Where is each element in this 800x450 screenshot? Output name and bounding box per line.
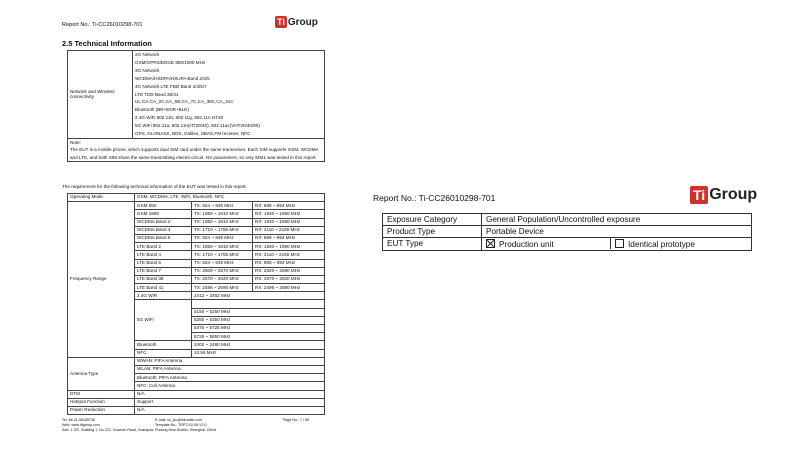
network-label: Network and Wireless connectivity: [68, 51, 133, 139]
band-tx: TX: 1710 ~ 1755 MHz: [192, 251, 253, 259]
operating-mode-label: Operating Mode: [68, 194, 135, 202]
section-title: 2.5 Technical Information: [62, 39, 152, 48]
report-number: Report No.: Ti-CC26010298-701: [373, 193, 496, 203]
band-rx: RX: 869 ~ 894 MHz: [253, 259, 325, 267]
hotspot-value: Support: [135, 398, 325, 406]
network-values: [133, 51, 325, 139]
network-line: GSM/GPRS/EDGE 850/1900 MHz: [135, 59, 206, 65]
nfc-label: NFC: [135, 349, 192, 357]
network-line: GPS, GLONASS, BDS, Galileo, SBAS,FM receiver, NFC: [135, 131, 251, 137]
network-line: 5G WiFi 802.11a, 802.11n(HT20/40), 802.11ac(VHT20/40/80): [135, 123, 260, 129]
wifi24-value: 2412 ~ 2462 MHz: [192, 292, 325, 300]
logo-ti: Ti: [690, 186, 708, 204]
antenna-value: Bluetooth: PIFA Antenna: [135, 374, 325, 382]
footer-template: Template No.: TRPT-E0-06 V2.0: [155, 423, 207, 427]
logo-ti: Ti: [277, 17, 285, 27]
exposure-category-value: General Population/Uncontrolled exposure: [482, 214, 752, 226]
tigroup-logo: [690, 186, 757, 204]
footer-web: Web: www.tltgroup.com: [62, 423, 100, 427]
band-name: GSM 850: [135, 202, 192, 210]
operating-mode-value: GSM, WCDMA, LTE, WiFi, Bluetooth, NFC: [135, 194, 325, 202]
band-rx: RX: 2110 ~ 2155 MHz: [253, 251, 325, 259]
power-label: Power Reduction: [68, 406, 135, 414]
logo-group: Group: [287, 16, 318, 28]
logo-group: Group: [709, 186, 758, 203]
antenna-value: WLAN: PIFA Antenna: [135, 365, 325, 373]
exposure-category-label: Exposure Category: [383, 214, 482, 226]
report-page-left: [55, 18, 327, 442]
band-rx: RX: 1930 ~ 1990 MHz: [253, 210, 325, 218]
wifi5-label: 5G WiFi: [135, 300, 192, 341]
band-rx: RX: 2496 ~ 2690 MHz: [253, 284, 325, 292]
band-name: LTE Band 7: [135, 267, 192, 275]
footer-addr: Add: 1-3/F., Building 1, No.222, Xuanran Road, Xuanqiao, Pudong New District, Shanghai, China: [62, 428, 217, 432]
band-name: LTE Band 2: [135, 243, 192, 251]
network-line: 2G Network: [135, 52, 160, 57]
bt-label: Bluetooth: [135, 341, 192, 349]
eut-divider: [610, 238, 611, 249]
antenna-label: Antenna Type: [68, 357, 135, 390]
band-tx: TX: 824 ~ 849 MHz: [192, 202, 253, 210]
checked-box-icon: [486, 239, 495, 248]
network-line: 2.4G WiFi 802.11b, 802.11g, 802.11n HT20: [135, 115, 224, 121]
network-line: UL CA:CA_2C,CA_5B,CA_7C,CA_38C,CA_41C: [135, 99, 234, 105]
antenna-value: WWAN: PIFA Antenna: [135, 357, 325, 365]
requirement-text: The requirement for the following technical information of the EUT was tested in this report:: [62, 184, 247, 189]
technical-info-table: [67, 50, 325, 162]
wifi5-value: 5470 ~ 5725 MHz: [192, 325, 325, 333]
frequency-table: [67, 193, 325, 415]
tigroup-logo: [275, 16, 318, 28]
wifi5-value: 5250 ~ 5350 MHz: [192, 316, 325, 324]
network-line: 3G Network: [135, 67, 160, 73]
network-line: Bluetooth (BR+EDR+BLE): [135, 107, 189, 113]
exposure-table: [382, 213, 752, 251]
band-rx: RX: 2620 ~ 2690 MHz: [253, 267, 325, 275]
network-line: WCDMA/HSDPA/HSUPA Band 2/4/5: [135, 75, 210, 81]
band-tx: TX: 824 ~ 849 MHz: [192, 259, 253, 267]
band-tx: TX: 2500 ~ 2570 MHz: [192, 267, 253, 275]
band-tx: TX: 2570 ~ 2620 MHz: [192, 275, 253, 283]
wifi5-blank: [192, 300, 325, 308]
band-rx: RX: 869 ~ 894 MHz: [253, 234, 325, 242]
product-type-label: Product Type: [383, 226, 482, 238]
band-tx: TX: 1710 ~ 1755 MHz: [192, 226, 253, 234]
footer-page: Page No.: 7 / 55: [283, 418, 309, 422]
product-type-value: Portable Device: [482, 226, 752, 238]
band-name: GSM 1900: [135, 210, 192, 218]
hotspot-label: Hotspot Function: [68, 398, 135, 406]
footer-tel: Tel: 86-21-58185736: [62, 418, 95, 422]
dtm-label: DTM: [68, 390, 135, 398]
bt-value: 2402 ~ 2480 MHz: [192, 341, 325, 349]
nfc-value: 13.56 MHz: [192, 349, 325, 357]
band-rx: RX: 1930 ~ 1990 MHz: [253, 243, 325, 251]
band-name: WCDMA Band 2: [135, 218, 192, 226]
report-number: Report No.: Ti-CC26010298-701: [62, 22, 143, 28]
antenna-value: NFC: Coil Antenna: [135, 382, 325, 390]
band-name: LTE Band 4: [135, 251, 192, 259]
band-tx: TX: 1850 ~ 1910 MHz: [192, 243, 253, 251]
dtm-value: N/A: [135, 390, 325, 398]
band-rx: RX: 2570 ~ 2620 MHz: [253, 275, 325, 283]
band-tx: TX: 1850 ~ 1910 MHz: [192, 218, 253, 226]
power-value: N/A: [135, 406, 325, 414]
wifi24-label: 2.4G WiFi: [135, 292, 192, 300]
band-tx: TX: 824 ~ 849 MHz: [192, 234, 253, 242]
footer-center: [155, 418, 206, 428]
note-cell: [68, 138, 325, 161]
note-title: Note:: [70, 139, 81, 145]
eut-option-prototype: [615, 240, 695, 249]
band-tx: TX: 2496 ~ 2690 MHz: [192, 284, 253, 292]
report-page-right: [370, 186, 760, 266]
eut-type-options: [482, 238, 752, 251]
band-name: LTE Band 5: [135, 259, 192, 267]
band-rx: RX: 1930 ~ 1990 MHz: [253, 218, 325, 226]
band-name: LTE Band 41: [135, 284, 192, 292]
unchecked-box-icon: [615, 239, 624, 248]
network-line: LTE TDD Band 38/41: [135, 91, 179, 97]
wifi5-value: 5150 ~ 5250 MHz: [192, 308, 325, 316]
band-tx: TX: 1850 ~ 1910 MHz: [192, 210, 253, 218]
band-name: WCDMA Band 4: [135, 226, 192, 234]
frequency-range-label: Frequency Range: [68, 202, 135, 358]
eut-option-production-label: Production unit: [499, 240, 554, 249]
band-name: WCDMA Band 5: [135, 234, 192, 242]
note-text: The EUT is a mobile phone, which supports dual SIM card under the same transceiver. Each SIM supports GSM, WCDMA and LTE, and both SIM share the same transmitting electro circuit. NV parameters, so only SIM1 was tested in this report.: [70, 147, 319, 160]
wifi5-value: 5725 ~ 5850 MHz: [192, 333, 325, 341]
network-line: 4G Network LTE FDD Band 2/4/5/7: [135, 83, 207, 89]
eut-type-label: EUT Type: [383, 238, 482, 251]
band-rx: RX: 869 ~ 894 MHz: [253, 202, 325, 210]
band-name: LTE Band 38: [135, 275, 192, 283]
band-rx: RX: 2110 ~ 2155 MHz: [253, 226, 325, 234]
footer-email: E-mail: ss_ipo@sikunlab.com: [155, 418, 203, 422]
eut-option-production: [486, 239, 610, 250]
eut-option-prototype-label: Identical prototype: [628, 240, 695, 249]
